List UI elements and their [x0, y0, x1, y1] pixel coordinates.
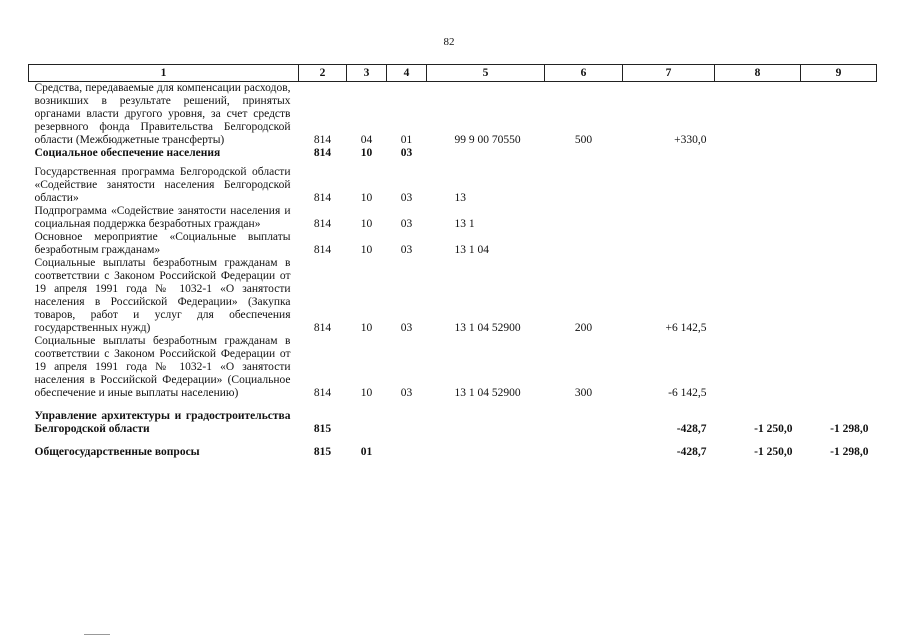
subsection-code: 03 — [400, 322, 413, 334]
amount-col8: -1 250,0 — [754, 423, 793, 435]
row-description: Основное мероприятие «Социальные выплаты безработным гражданам» — [34, 231, 291, 256]
target-article-code — [427, 147, 545, 160]
subsection-code — [387, 400, 427, 436]
section-code — [347, 400, 387, 436]
amount-col7 — [623, 160, 715, 205]
target-article-code: 13 1 04 — [454, 244, 489, 256]
amount-col7: -6 142,5 — [668, 387, 707, 399]
table-row — [29, 160, 877, 205]
row-description: Общегосударственные вопросы — [34, 446, 200, 458]
target-article-code: 13 1 04 52900 — [454, 322, 521, 334]
subsection-code: 03 — [400, 387, 413, 399]
section-code: 10 — [360, 218, 373, 230]
amount-col9 — [801, 205, 877, 231]
column-header: 9 — [801, 65, 877, 82]
row-description: Средства, передаваемые для компенсации расходов, возникших в результате решений, принятых органами власти другого уровня, за счет средств резервного фонда Правительства Белгородской области (Межбюджетные трансферты) — [34, 82, 291, 146]
amount-col8 — [715, 160, 801, 205]
amount-col8 — [715, 147, 801, 160]
subsection-code — [387, 436, 427, 459]
row-description: Подпрограмма «Содействие занятости населения и социальная поддержка безработных граждан» — [34, 205, 291, 230]
amount-col9: -1 298,0 — [830, 446, 869, 458]
section-code: 10 — [360, 147, 373, 159]
target-article-code — [427, 400, 545, 436]
section-code: 04 — [360, 134, 373, 146]
row-description: Управление архитектуры и градостроительства Белгородской области — [34, 410, 291, 435]
table-row — [29, 335, 877, 400]
scan-mark — [84, 634, 110, 635]
amount-col9 — [801, 335, 877, 400]
expense-type-code — [545, 147, 623, 160]
expense-type-code — [545, 436, 623, 459]
amount-col9 — [801, 147, 877, 160]
subsection-code: 03 — [400, 218, 413, 230]
row-description: Государственная программа Белгородской области «Содействие занятости населения Белгородской области» — [34, 166, 291, 204]
ministry-code: 814 — [313, 192, 332, 204]
amount-col7: -428,7 — [676, 446, 707, 458]
table-row — [29, 205, 877, 231]
amount-col9 — [801, 231, 877, 257]
column-header: 6 — [545, 65, 623, 82]
amount-col9 — [801, 257, 877, 335]
table-row — [29, 400, 877, 436]
amount-col9: -1 298,0 — [830, 423, 869, 435]
column-header: 8 — [715, 65, 801, 82]
section-code: 10 — [360, 244, 373, 256]
section-code: 01 — [360, 446, 373, 458]
table-header-row — [29, 65, 877, 82]
amount-col7 — [623, 147, 715, 160]
ministry-code: 814 — [313, 134, 332, 146]
budget-table — [28, 64, 877, 459]
ministry-code: 814 — [313, 322, 332, 334]
amount-col9 — [801, 82, 877, 148]
row-description: Социальные выплаты безработным гражданам в соответствии с Законом Российской Федерации от 19 апреля 1991 года № 1032-1 «О занятости населения в Российской Федерации» (Социальное обеспечение и иные выплаты населению) — [34, 335, 291, 399]
target-article-code: 13 1 04 52900 — [454, 387, 521, 399]
ministry-code: 814 — [313, 387, 332, 399]
amount-col7: +330,0 — [674, 134, 707, 146]
amount-col8 — [715, 257, 801, 335]
amount-col7 — [623, 205, 715, 231]
expense-type-code — [545, 160, 623, 205]
amount-col8: -1 250,0 — [754, 446, 793, 458]
section-code: 10 — [360, 192, 373, 204]
column-header: 4 — [387, 65, 427, 82]
column-header: 1 — [29, 65, 299, 82]
row-description: Социальное обеспечение населения — [34, 147, 221, 159]
column-header: 2 — [299, 65, 347, 82]
amount-col8 — [715, 205, 801, 231]
amount-col7: -428,7 — [676, 423, 707, 435]
expense-type-code: 200 — [574, 322, 593, 334]
subsection-code: 03 — [400, 244, 413, 256]
subsection-code: 03 — [400, 147, 413, 159]
target-article-code — [427, 436, 545, 459]
ministry-code: 815 — [313, 423, 332, 435]
subsection-code: 03 — [400, 192, 413, 204]
target-article-code: 13 1 — [454, 218, 475, 230]
amount-col8 — [715, 82, 801, 148]
amount-col9 — [801, 160, 877, 205]
table-row — [29, 231, 877, 257]
expense-type-code: 300 — [574, 387, 593, 399]
amount-col7 — [623, 231, 715, 257]
row-description: Социальные выплаты безработным гражданам в соответствии с Законом Российской Федерации от 19 апреля 1991 года № 1032-1 «О занятости населения в Российской Федерации» (Закупка товаров, работ и услуг для обеспечения государственных нужд) — [34, 257, 291, 334]
ministry-code: 815 — [313, 446, 332, 458]
amount-col7: +6 142,5 — [665, 322, 707, 334]
section-code: 10 — [360, 322, 373, 334]
ministry-code: 814 — [313, 244, 332, 256]
column-header: 5 — [427, 65, 545, 82]
target-article-code: 13 — [454, 192, 466, 204]
expense-type-code — [545, 231, 623, 257]
target-article-code: 99 9 00 70550 — [454, 134, 521, 146]
table-row — [29, 147, 877, 160]
amount-col8 — [715, 231, 801, 257]
section-code: 10 — [360, 387, 373, 399]
page-number: 82 — [443, 36, 455, 48]
subsection-code: 01 — [400, 134, 413, 146]
ministry-code: 814 — [313, 218, 332, 230]
ministry-code: 814 — [313, 147, 332, 159]
amount-col8 — [715, 335, 801, 400]
expense-type-code: 500 — [574, 134, 593, 146]
column-header: 7 — [623, 65, 715, 82]
table-row — [29, 436, 877, 459]
column-header: 3 — [347, 65, 387, 82]
expense-type-code — [545, 400, 623, 436]
table-row — [29, 82, 877, 148]
expense-type-code — [545, 205, 623, 231]
table-row — [29, 257, 877, 335]
